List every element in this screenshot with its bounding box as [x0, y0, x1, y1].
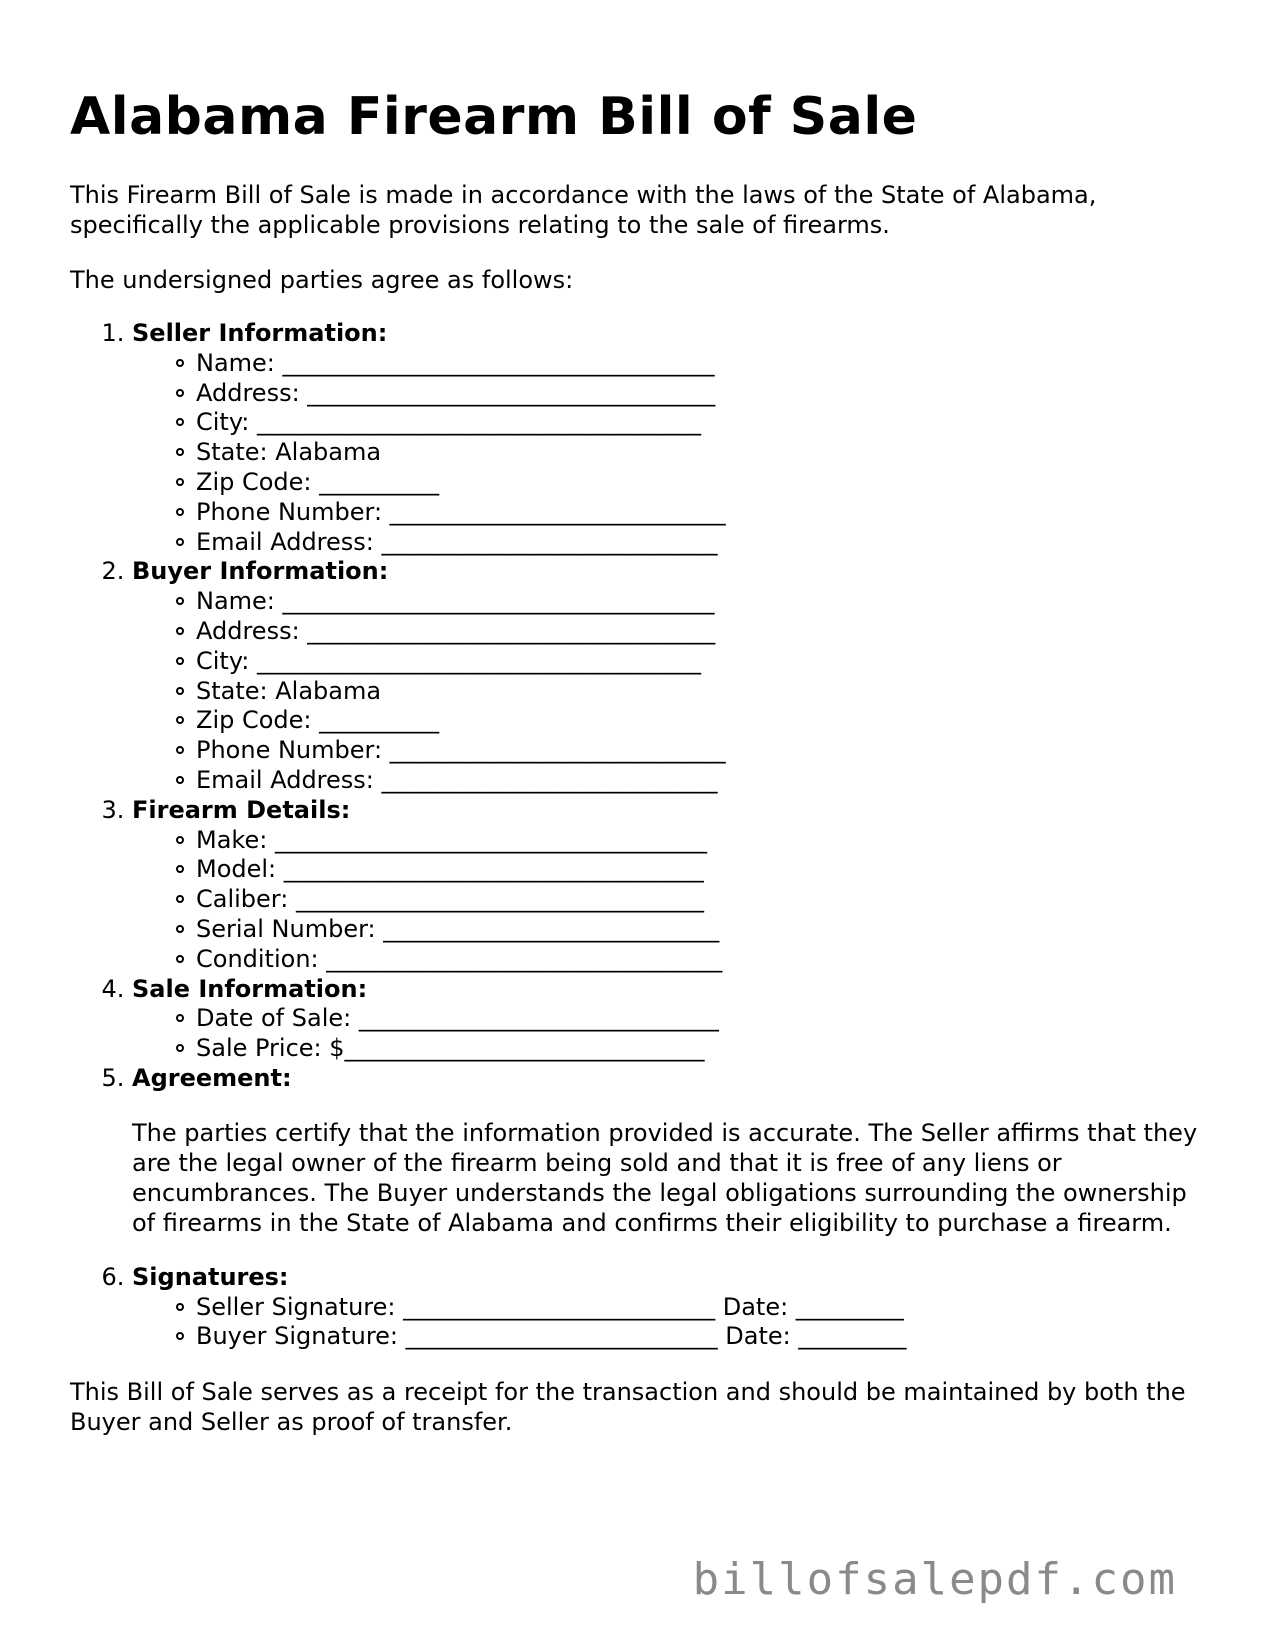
sale-fields [132, 1004, 1210, 1064]
agree-statement: The undersigned parties agree as follows: [70, 266, 574, 294]
section-firearm [132, 796, 1210, 975]
buyer-email-field[interactable]: Email Address: ____________________________ [176, 766, 1210, 796]
buyer-city-field[interactable]: City: _____________________________________ [176, 647, 1210, 677]
section-buyer [132, 557, 1210, 795]
firearm-make-field[interactable]: Make: ____________________________________ [176, 826, 1210, 856]
section-seller [132, 319, 1210, 557]
buyer-zip-field[interactable]: Zip Code: __________ [176, 706, 1210, 736]
seller-phone-field[interactable]: Phone Number: ____________________________ [176, 498, 1210, 528]
buyer-fields [132, 587, 1210, 796]
page-title: Alabama Firearm Bill of Sale [70, 87, 918, 147]
sections-list [70, 319, 1210, 1352]
firearm-model-field[interactable]: Model: ___________________________________ [176, 855, 1210, 885]
seller-zip-field[interactable]: Zip Code: __________ [176, 468, 1210, 498]
buyer-name-field[interactable]: Name: ____________________________________ [176, 587, 1210, 617]
intro-paragraph: This Firearm Bill of Sale is made in accordance with the laws of the State of Alabama, specifically the applicable provisions relating to the sale of firearms. [70, 181, 1097, 239]
signature-fields [132, 1293, 1210, 1353]
section-title: Firearm Details: [132, 795, 351, 824]
document-page [70, 84, 1210, 1437]
firearm-serial-field[interactable]: Serial Number: ____________________________ [176, 915, 1210, 945]
section-agreement [132, 1064, 1210, 1238]
sale-price-field[interactable]: Sale Price: $______________________________ [176, 1034, 1210, 1064]
buyer-phone-field[interactable]: Phone Number: ____________________________ [176, 736, 1210, 766]
seller-signature-field[interactable]: Seller Signature: __________________________ Date: _________ [176, 1293, 1210, 1323]
section-title: Buyer Information: [132, 557, 389, 586]
section-sale [132, 975, 1210, 1064]
buyer-state-field: State: Alabama [176, 677, 1210, 707]
agreement-paragraph: The parties certify that the information provided is accurate. The Seller affirms that they are the legal owner of the firearm being sold and that it is free of any liens or encumbrances. The Buyer understands the legal obligations surrounding the ownership of firearms in the State of Alabama and confirms their eligibility to purchase a firearm. [132, 1118, 1198, 1237]
section-title: Seller Information: [132, 319, 388, 347]
seller-state-field: State: Alabama [176, 438, 1210, 468]
seller-city-field[interactable]: City: _____________________________________ [176, 408, 1210, 438]
sale-date-field[interactable]: Date of Sale: ______________________________ [176, 1004, 1210, 1034]
section-title: Agreement: [132, 1063, 292, 1092]
section-title: Sale Information: [132, 974, 368, 1003]
watermark-text: billofsalepdf.com [692, 1554, 1177, 1605]
buyer-address-field[interactable]: Address: __________________________________ [176, 617, 1210, 647]
seller-email-field[interactable]: Email Address: ____________________________ [176, 528, 1210, 558]
section-title: Signatures: [132, 1262, 289, 1291]
buyer-signature-field[interactable]: Buyer Signature: __________________________ Date: _________ [176, 1322, 1210, 1352]
seller-address-field[interactable]: Address: __________________________________ [176, 379, 1210, 409]
seller-fields [132, 349, 1210, 558]
firearm-caliber-field[interactable]: Caliber: __________________________________ [176, 885, 1210, 915]
firearm-condition-field[interactable]: Condition: _________________________________ [176, 945, 1210, 975]
firearm-fields [132, 826, 1210, 975]
seller-name-field[interactable]: Name: ____________________________________ [176, 349, 1210, 379]
section-signatures [132, 1263, 1210, 1352]
closing-paragraph: This Bill of Sale serves as a receipt for the transaction and should be maintained by both the Buyer and Seller as proof of transfer. [70, 1378, 1186, 1437]
